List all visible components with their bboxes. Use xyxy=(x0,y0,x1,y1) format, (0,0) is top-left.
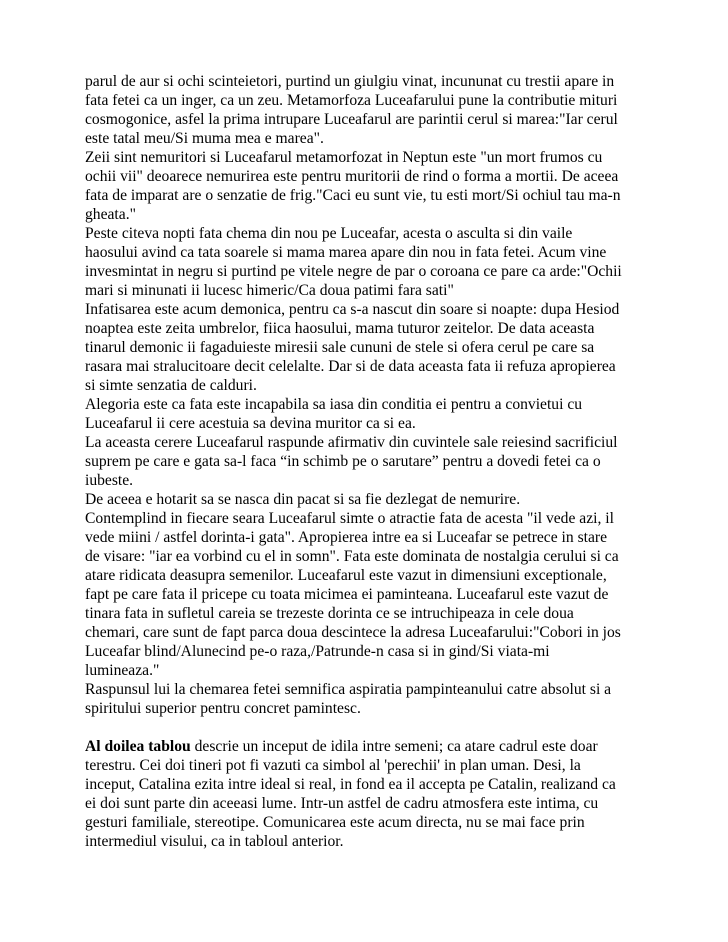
paragraph-line: haosului avind ca tata soarele si mama marea apare din nou in fata fetei. Acum vine xyxy=(85,244,607,261)
paragraph-line: cosmogonice, asfel la prima intrupare Luceafarul are parintii cerul si marea:"Iar cerul xyxy=(85,111,618,128)
paragraph-line: De aceea e hotarit sa se nasca din pacat si sa fie dezlegat de nemurire. xyxy=(85,491,521,508)
paragraph-line: gesturi familiale, stereotipe. Comunicarea este acum directa, nu se mai face prin xyxy=(85,814,585,831)
paragraph-line: de visare: "iar ea vorbind cu el in somn". Fata este dominata de nostalgia cerului si ca xyxy=(85,548,619,565)
paragraph-line: gheata." xyxy=(85,206,136,223)
section-heading: Al doilea tablou xyxy=(85,738,191,755)
paragraph-line: chemari, care sunt de fapt parca doua descintece la adresa Luceafarului:"Cobori in jos xyxy=(85,624,621,641)
paragraph-line: tinara fata in sufletul careia se trezeste dorinta ce se intruchipeaza in cele doua xyxy=(85,605,574,622)
paragraph-line: Raspunsul lui la chemarea fetei semnifica aspiratia pampinteanului catre absolut si a xyxy=(85,681,612,698)
paragraph-line: suprem pe care e gata sa-l faca “in schimb pe o sarutare” pentru a dovedi fetei ca o xyxy=(85,453,601,470)
paragraph-line: mari si minunati ii lucesc himeric/Ca doua patimi fara sati" xyxy=(85,282,454,299)
paragraph-line: ei doi sunt parte din aceeasi lume. Intr-un astfel de cadru atmosfera este intima, cu xyxy=(85,795,599,812)
paragraph-line: spiritului superior pentru concret pamintesc. xyxy=(85,700,361,717)
paragraph-block-2 xyxy=(85,737,650,851)
paragraph-line: lumineaza." xyxy=(85,662,160,679)
paragraph-line: intermediul visului, ca in tabloul anterior. xyxy=(85,833,344,850)
paragraph-line: vede miini / astfel dorinta-i gata". Apropierea intre ea si Luceafar se petrece in stare xyxy=(85,529,608,546)
paragraph-line: este tatal meu/Si muma mea e marea". xyxy=(85,130,324,147)
paragraph-line: noaptea este zeita umbrelor, fiica haosului, mama tuturor zeitelor. De data aceasta xyxy=(85,320,595,337)
paragraph-line: Infatisarea este acum demonica, pentru ca s-a nascut din soare si noapte: dupa Hesiod xyxy=(85,301,620,318)
paragraph-spacer xyxy=(85,718,650,737)
paragraph-line: Luceafar blind/Alunecind pe-o raza,/Patrunde-n casa si in gind/Si viata-mi xyxy=(85,643,550,660)
paragraph-line xyxy=(85,737,650,756)
paragraph-line: inceput, Catalina ezita intre ideal si real, in fond ea il accepta pe Catalin, realizand ca xyxy=(85,776,616,793)
paragraph-line: Peste citeva nopti fata chema din nou pe Luceafar, acesta o asculta si din vaile xyxy=(85,225,573,242)
paragraph-line: Zeii sint nemuritori si Luceafarul metamorfozat in Neptun este "un mort frumos cu xyxy=(85,149,603,166)
paragraph-line: invesmintat in negru si purtind pe vitele negre de par o coroana ce pare ca arde:"Ochii xyxy=(85,263,622,280)
paragraph-line: si simte senzatia de calduri. xyxy=(85,377,257,394)
paragraph-line: Alegoria este ca fata este incapabila sa iasa din conditia ei pentru a convietui cu xyxy=(85,396,583,413)
paragraph-line: tinarul demonic ii fagaduieste miresii sale cununi de stele si ofera cerul pe care sa xyxy=(85,339,595,356)
paragraph-line: parul de aur si ochi scinteietori, purtind un giulgiu vinat, incununat cu trestii apare in xyxy=(85,73,615,90)
paragraph-lines xyxy=(85,756,650,851)
paragraph-line: terestru. Cei doi tineri pot fi vazuti ca simbol al 'perechii' in plan uman. Desi, la xyxy=(85,757,581,774)
paragraph-line: fapt pe care fata il pricepe cu toata micimea ei paminteana. Luceafarul este vazut de xyxy=(85,586,609,603)
paragraph-line: Luceafarul ii cere acestuia sa devina muritor ca si ea. xyxy=(85,415,416,432)
paragraph-line: rasara mai stralucitoare decit celelalte. Dar si de data aceasta fata ii refuza apropierea xyxy=(85,358,616,375)
paragraph-line: atare ridicata deasupra semenilor. Luceafarul este vazut in dimensiuni exceptionale, xyxy=(85,567,607,584)
paragraph-line: Contemplind in fiecare seara Luceafarul simte o atractie fata de acesta "il vede azi, il xyxy=(85,510,614,527)
paragraph-line: iubeste. xyxy=(85,472,134,489)
paragraph-block-1 xyxy=(85,72,650,718)
paragraph-line: La aceasta cerere Luceafarul raspunde afirmativ din cuvintele sale reiesind sacrificiul xyxy=(85,434,618,451)
paragraph-line: fata de imparat are o senzatie de frig."Caci eu sunt vie, tu esti mort/Si ochiul tau ma-n xyxy=(85,187,621,204)
paragraph-text: descrie un inceput de idila intre semeni; ca atare cadrul este doar xyxy=(190,738,598,755)
paragraph-line: fata fetei ca un inger, ca un zeu. Metamorfoza Luceafarului pune la contributie mituri xyxy=(85,92,618,109)
document-page xyxy=(85,72,650,851)
paragraph-line: ochii vii" deoarece nemurirea este pentru muritorii de rind o forma a mortii. De aceea xyxy=(85,168,619,185)
